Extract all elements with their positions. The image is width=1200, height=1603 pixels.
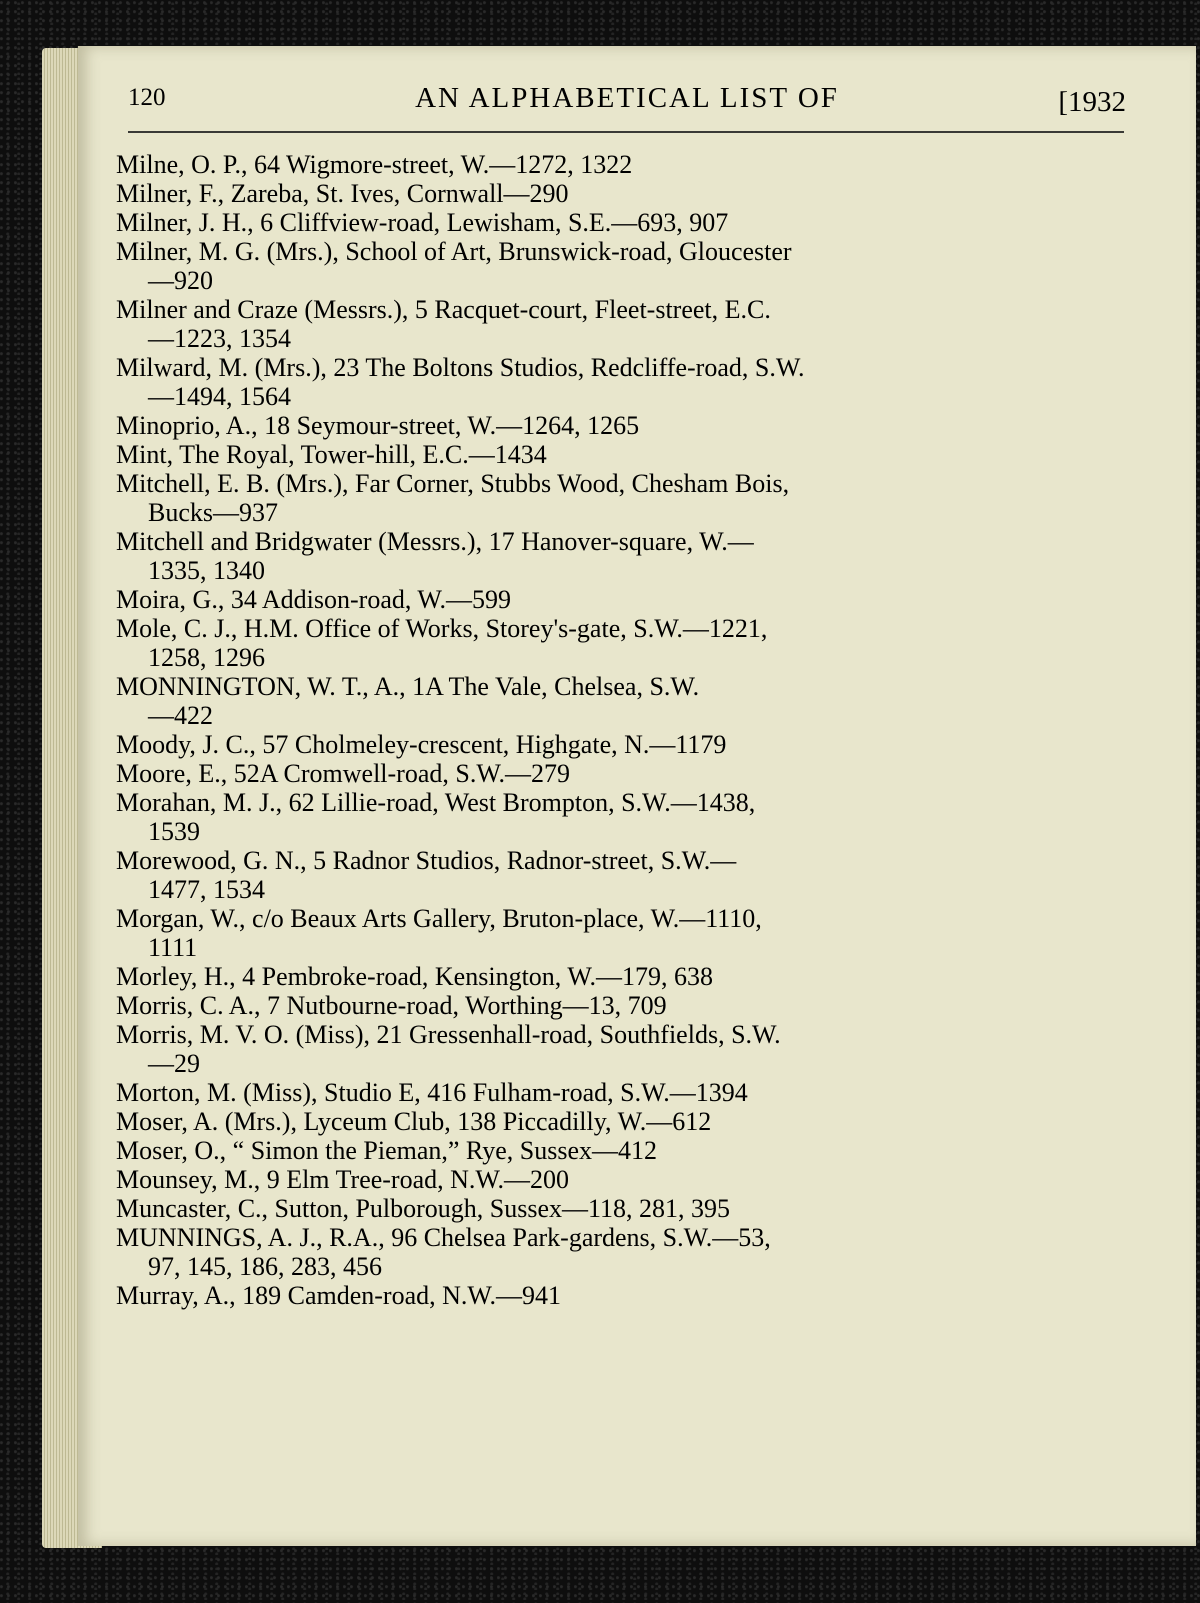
entry-continuation: —1494, 1564 [148,382,291,411]
entry-line: Milne, O. P., 64 Wigmore-street, W.—1272, 1322 [116,150,633,179]
entry-line: MONNINGTON, W. T., A., 1A The Vale, Chelsea, S.W. [116,672,700,701]
entry-line: Moore, E., 52A Cromwell-road, S.W.—279 [116,759,570,788]
list-item [116,295,1120,353]
entry-line: Milward, M. (Mrs.), 23 The Boltons Studios, Redcliffe-road, S.W. [116,353,805,382]
entry-continuation: 97, 145, 186, 283, 456 [148,1252,382,1281]
entry-line: Mounsey, M., 9 Elm Tree-road, N.W.—200 [116,1165,570,1194]
entry-line: Murray, A., 189 Camden-road, N.W.—941 [116,1281,562,1310]
entry-line: Mole, C. J., H.M. Office of Works, Storey's-gate, S.W.—1221, [116,614,768,643]
entry-continuation: 1539 [148,817,200,846]
year-heading: [1932 [1058,86,1126,118]
list-item [116,1281,1120,1310]
entry-line: Milner, F., Zareba, St. Ives, Cornwall—290 [116,179,569,208]
entry-continuation: 1477, 1534 [148,875,265,904]
entry-line: Moser, O., “ Simon the Pieman,” Rye, Sussex—412 [116,1136,657,1165]
running-head [128,80,1126,124]
list-item [116,440,1120,469]
entry-line: Mint, The Royal, Tower-hill, E.C.—1434 [116,440,547,469]
page-number: 120 [128,84,166,111]
entry-line: Mitchell, E. B. (Mrs.), Far Corner, Stubbs Wood, Chesham Bois, [116,469,790,498]
list-item [116,585,1120,614]
entry-line: Moody, J. C., 57 Cholmeley-crescent, Highgate, N.—1179 [116,730,727,759]
list-item [116,237,1120,295]
entry-line: Milner, M. G. (Mrs.), School of Art, Brunswick-road, Gloucester [116,237,792,266]
entry-continuation: —920 [148,266,213,295]
entry-line: Milner and Craze (Messrs.), 5 Racquet-court, Fleet-street, E.C. [116,295,771,324]
list-item [116,1165,1120,1194]
list-item [116,846,1120,904]
entry-continuation: —1223, 1354 [148,324,291,353]
list-item [116,150,1120,179]
entry-line: Minoprio, A., 18 Seymour-street, W.—1264, 1265 [116,411,640,440]
list-item [116,1194,1120,1223]
entry-line: Morahan, M. J., 62 Lillie-road, West Brompton, S.W.—1438, [116,788,756,817]
entry-line: MUNNINGS, A. J., R.A., 96 Chelsea Park-gardens, S.W.—53, [116,1223,771,1252]
list-item [116,208,1120,237]
entry-line: Moser, A. (Mrs.), Lyceum Club, 138 Piccadilly, W.—612 [116,1107,712,1136]
list-item [116,1107,1120,1136]
entry-line: Mitchell and Bridgwater (Messrs.), 17 Hanover-square, W.— [116,527,754,556]
entry-line: Muncaster, C., Sutton, Pulborough, Sussex—118, 281, 395 [116,1194,731,1223]
entry-line: Milner, J. H., 6 Cliffview-road, Lewisham, S.E.—693, 907 [116,208,729,237]
entry-continuation: 1335, 1340 [148,556,265,585]
list-item [116,469,1120,527]
list-item [116,411,1120,440]
list-item [116,730,1120,759]
entry-continuation: 1258, 1296 [148,643,265,672]
list-item [116,1078,1120,1107]
list-item [116,672,1120,730]
entry-line: Moira, G., 34 Addison-road, W.—599 [116,585,512,614]
entry-continuation: —422 [148,701,213,730]
entry-continuation: Bucks—937 [148,498,278,527]
list-item [116,1136,1120,1165]
list-item [116,614,1120,672]
entry-line: Morris, C. A., 7 Nutbourne-road, Worthing—13, 709 [116,991,667,1020]
entry-line: Morgan, W., c/o Beaux Arts Gallery, Bruton-place, W.—1110, [116,904,762,933]
list-item [116,1223,1120,1281]
list-item [116,788,1120,846]
page-title: AN ALPHABETICAL LIST OF [415,82,839,114]
list-item [116,179,1120,208]
header-rule [128,131,1124,133]
entry-line: Morley, H., 4 Pembroke-road, Kensington, W.—179, 638 [116,962,713,991]
list-item [116,353,1120,411]
entry-line: Morris, M. V. O. (Miss), 21 Gressenhall-road, Southfields, S.W. [116,1020,781,1049]
entry-continuation: 1111 [148,933,198,962]
list-item [116,991,1120,1020]
list-item [116,904,1120,962]
list-item [116,759,1120,788]
entry-continuation: —29 [148,1049,200,1078]
entry-list [116,150,1120,1310]
entry-line: Morewood, G. N., 5 Radnor Studios, Radnor-street, S.W.— [116,846,737,875]
list-item [116,1020,1120,1078]
entry-line: Morton, M. (Miss), Studio E, 416 Fulham-road, S.W.—1394 [116,1078,748,1107]
list-item [116,527,1120,585]
list-item [116,962,1120,991]
